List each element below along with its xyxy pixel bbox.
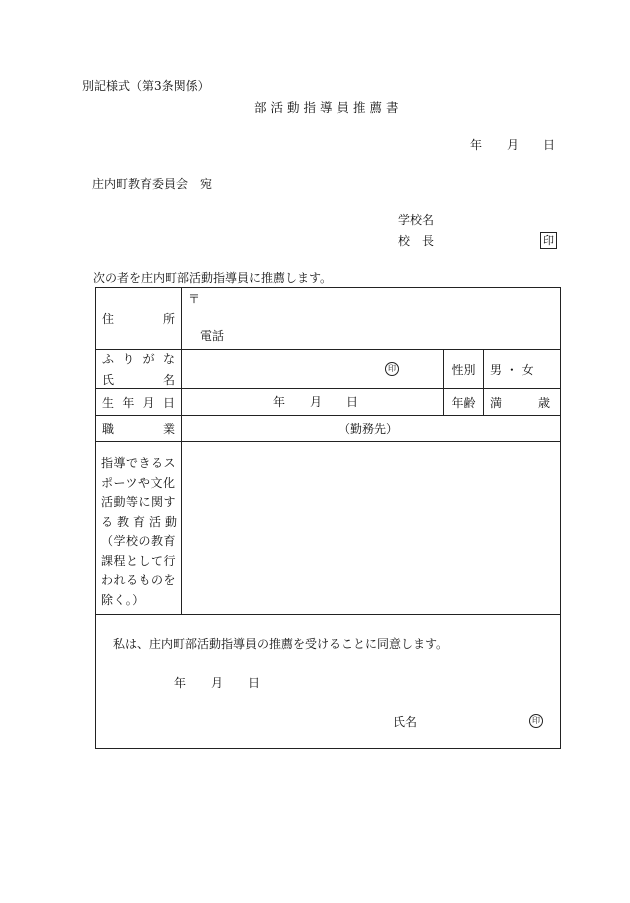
furigana-char: ふ [102,352,115,366]
consent-month: 月 [211,676,224,690]
activities-label-line: （学校の教育 [101,534,177,548]
consent-name-field[interactable] [423,708,533,728]
date-year-label: 年 [470,138,483,152]
occupation-field[interactable] [182,416,561,442]
age-suffix: 歳 [538,395,551,410]
dob-year: 年 [273,395,286,409]
name-label-cell [96,350,182,389]
age-prefix: 満 [490,395,503,410]
date-month-label: 月 [507,138,520,152]
dob-char: 生 [102,395,115,410]
consent-day: 日 [248,676,261,690]
activities-label-line: 除く。） [101,592,145,607]
form-reference: 別記様式（第3条関係） [82,79,210,93]
furigana-char: り [122,352,135,366]
page-title: 部活動指導員推薦書 [254,100,403,115]
activities-label-line: 課程として行 [101,553,177,568]
name-field[interactable] [182,350,444,389]
name-label-b: 名 [162,373,175,387]
consent-section [96,615,561,749]
consent-year: 年 [174,676,187,690]
age-label: 年齢 [444,389,484,416]
principal-label: 校 長 [398,234,435,248]
name-label-a: 氏 [102,373,115,387]
dob-char: 年 [122,395,135,410]
postal-mark: 〒 [188,292,201,306]
consent-name-label: 氏名 [393,715,418,729]
age-field[interactable] [484,389,561,416]
dob-row [96,389,561,416]
activities-label-line: われるものを [101,573,177,587]
seal-icon: 印 [385,362,399,376]
activities-label-line: ポーツや文化 [101,475,176,490]
dob-label-cell [96,389,182,416]
dob-field[interactable] [182,389,444,416]
consent-text: 私は、庄内町部活動指導員の推薦を受けることに同意します。 [113,637,449,651]
workplace-label: （勤務先） [338,422,399,436]
dob-char: 月 [142,395,155,410]
date-day-label: 日 [543,138,556,152]
address-label-a: 住 [102,312,115,326]
address-row [96,288,561,350]
seal-icon: 印 [529,714,543,728]
recommendation-table [95,287,561,749]
activities-label-line: 活動等に関す [101,495,177,509]
furigana-char: な [162,352,175,366]
occupation-label-cell [96,416,182,442]
address-label-cell [96,288,182,350]
intro-text: 次の者を庄内町部活動指導員に推薦します。 [93,271,333,285]
activities-label-line: る教育活動 [101,514,182,529]
seal-icon: 印 [540,232,557,249]
address-label-b: 所 [162,312,175,326]
gender-label: 性別 [444,350,484,389]
addressee: 庄内町教育委員会 宛 [92,177,213,191]
activities-label-line: 指導できるス [101,456,177,470]
principal-seal-box [540,232,557,249]
dob-char: 日 [162,395,175,410]
occupation-label-a: 職 [102,422,115,436]
occupation-row [96,416,561,442]
address-field[interactable] [182,288,561,350]
furigana-char: が [142,352,155,366]
dob-day: 日 [346,395,359,409]
activities-row [96,442,561,615]
activities-field[interactable] [182,442,561,615]
occupation-label-b: 業 [162,422,175,436]
name-row [96,350,561,389]
school-name-label: 学校名 [398,213,435,227]
dob-month: 月 [310,395,323,409]
activities-label-cell [96,442,182,615]
phone-label: 電話 [200,329,225,343]
gender-field[interactable]: 男 ・ 女 [484,350,561,389]
consent-row [96,615,561,749]
